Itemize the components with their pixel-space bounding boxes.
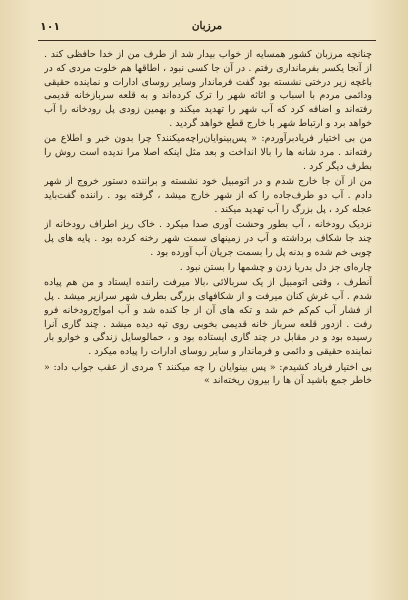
paragraph: نزدیک رودخانه ، آب بطور وحشت آوری صدا میکرد . خاک ریز اطراف رودخانه از چند جا شکاف برداشته و آب در زمینهای سمت شهر رخنه کرده بود . پایه های پل چوبی خم شده و بدنه پل را بسمت جریان آب آورده بود . bbox=[44, 219, 372, 258]
paragraph: من از آن جا خارج شدم و در اتومبیل خود نشسته و براننده دستور خروج از شهر دادم . آب دو طرف‌جاده را که از شهر خارج میشد ، گرفته بود . راننده گفت‌باید عجله کرد ، پل بزرگ را آب تهدید میکند . bbox=[44, 176, 372, 215]
page-number: ۱۰۱ bbox=[40, 20, 61, 33]
page-header bbox=[40, 20, 374, 40]
header-rule bbox=[38, 40, 376, 41]
paragraph: چاره‌ای جز دل بدریا زدن و چشمها را بستن نبود . bbox=[179, 261, 372, 273]
paragraph: بی اختیار فریاد کشیدم: « پس بینوایان را چه میکنند ؟ مردی از عقب جواب داد: « خاطر جمع باشید آن ها را بیرون ریخته‌اند » bbox=[44, 361, 372, 387]
paragraph: چنانچه مرزبان کشور همسایه از خواب بیدار شد از طرف من از خدا حافظی کند . از آنجا یکسر بفرمانداری رفتم . در آن جا کسی نبود ، اطاقها هم خلوت مردی که در باغچه زیر درختی نشسته بود گفت فرماندار وسایر روسای ادارات و نماینده حقیقی ودائمی مردم با اسباب و اثاثه شهر را ترک کرده‌اند و به قلعه سربازخانه قدیمی رفته‌اند و اضافه کرد که آب شهر را تهدید میکند و بهمین زودی پل رودخانه را آب خواهد برد و ارتباط شهر با خارج قطع خواهد گردید . bbox=[44, 49, 372, 129]
running-title: مرزبان bbox=[191, 20, 223, 32]
paragraph: من بی اختیار فریادبرآوردم: « پس‌بینوایان‌راچه‌میکنند؟ چرا بدون خبر و اطلاع من رفته‌اند . مرد شانه ها را بالا انداخت و بعد مثل اینکه اصلا مرا ندیده است روش را بطرف دیگر کرد . bbox=[44, 133, 372, 172]
page-body bbox=[44, 48, 372, 580]
paragraph: آنطرف ، وقتی اتومبیل از یک سربالائی ،بالا میرفت راننده ایستاد و من هم پیاده شدم . آب غرش کنان میرفت و از شکافهای بزرگی بطرف شهر سرازیر میشد . پل از فشار آب کم‌کم خم شد و تکه های آن از جا کنده شد و آب امواج‌رودخانه فرو رفت . ازدور قلعه سرباز خانه قدیمی بخوبی روی تپه دیده میشد . چند گاری آنرا رسیده بود و در مقابل در چند گاری ایستاده بود و ، حمالوسایل زندگی و خوارو بار نماینده حقیقی و دائمی و فرماندار و سایر روسای ادارات را پیاده میکرد . bbox=[44, 277, 372, 358]
